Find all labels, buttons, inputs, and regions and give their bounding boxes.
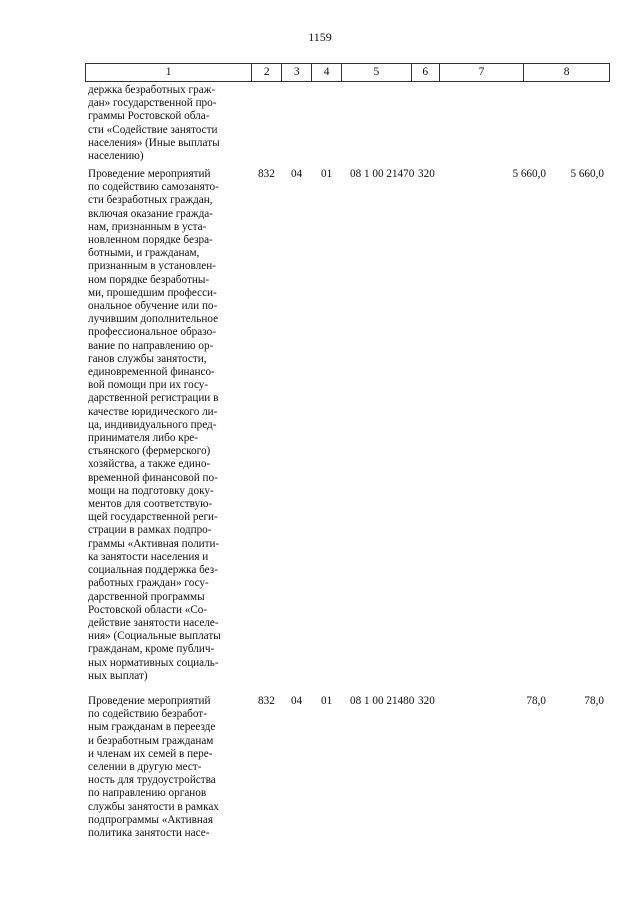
cell-pr: 01 xyxy=(321,168,333,180)
header-col-3: 3 xyxy=(282,64,312,81)
cell-pr: 01 xyxy=(321,695,333,707)
header-col-7: 7 xyxy=(440,64,525,81)
header-col-1: 1 xyxy=(86,64,252,81)
row-description: Проведение мероприятий по содействию безработ- ным гражданам в переезде и безработным гражданам и членам их семей в пере- селении в другую мест- ность для трудоустройства по направлению органов службы занятости в рамках подпрограммы «Активная политика занятости насе- xyxy=(88,695,219,840)
cell-csr: 08 1 00 21470 xyxy=(350,168,415,180)
header-col-8: 8 xyxy=(563,66,570,78)
page-number: 1159 xyxy=(308,30,332,44)
cell-rz: 04 xyxy=(291,695,303,707)
row-description: Проведение мероприятий по содействию самозанято- сти безработных граждан, включая оказание гражда- нам, признанным в уста- новленном порядке безра- ботными, и гражданам, признанным в установлен- ном порядке безработны- ми, прошедшим професси- ональное обучение или по- лучившим дополнительное профессиональное образо- вание по направлению ор- ганов службы занятости, единовременной финансо- вой помощи при их госу- дарственной регистрации в качестве юридического ли- ца, индивидуального пред- принимателя либо кре- стьянского (фермерского) хозяйства, а также едино- временной финансовой по- мощи на подготовку доку- ментов для соответствую- щей государственной реги- страции в рамках подпро- граммы «Активная полити- ка занятости населения и социальная поддержка без- работных граждан» госу- дарственной программы Ростовской области «Со- действие занятости населе- ния» (Социальные выплаты гражданам, кроме публич- ных нормативных социаль- ных выплат) xyxy=(88,168,221,682)
cell-csr: 08 1 00 21480 xyxy=(350,695,415,707)
cell-rz: 04 xyxy=(291,168,303,180)
cell-vedom: 832 xyxy=(258,695,275,707)
header-col-2: 2 xyxy=(252,64,282,81)
cell-vr: 320 xyxy=(418,168,435,180)
cell-sum-1: 78,0 xyxy=(526,695,546,707)
cell-vedom: 832 xyxy=(258,168,275,180)
header-col-6: 6 xyxy=(412,64,440,81)
header-col-4: 4 xyxy=(312,64,342,81)
cell-sum-1: 5 660,0 xyxy=(512,168,546,180)
cell-sum-2: 78,0 xyxy=(584,695,604,707)
table-header xyxy=(85,63,610,82)
cell-sum-2: 5 660,0 xyxy=(570,168,604,180)
header-col-5: 5 xyxy=(342,64,412,81)
cell-vr: 320 xyxy=(418,695,435,707)
row-description: держка безработных граж- дан» государственной про- граммы Ростовской обла- сти «Содействие занятости населения» (Иные выплаты населению) xyxy=(88,84,220,163)
